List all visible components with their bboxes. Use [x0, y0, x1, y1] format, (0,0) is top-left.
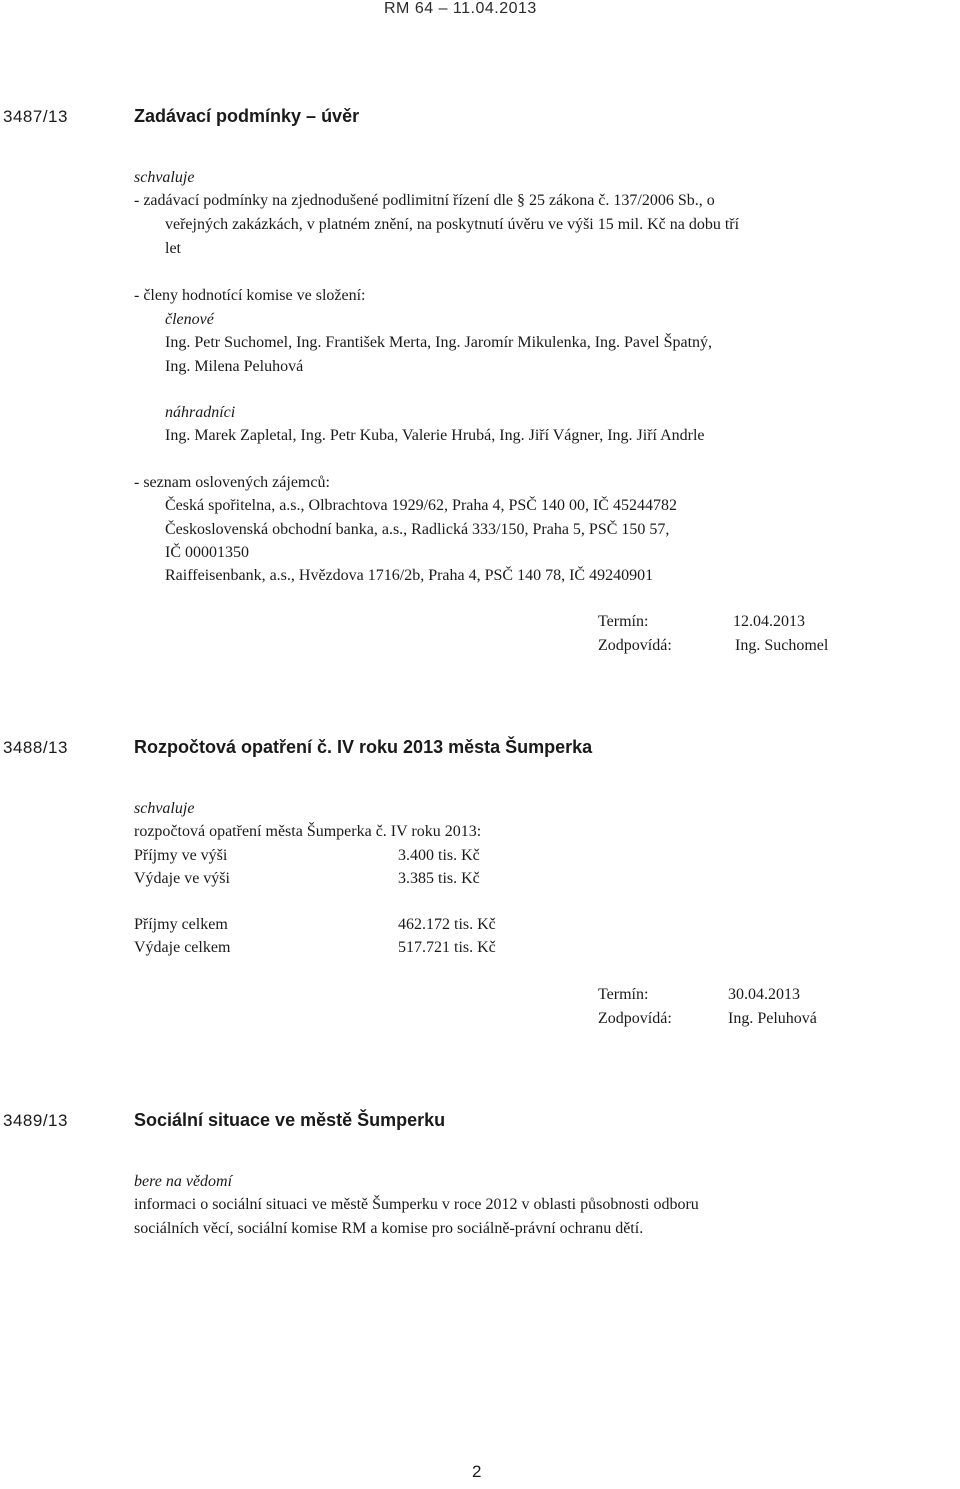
text-line: IČ 00001350 — [165, 544, 249, 561]
resolution-number: 3489/13 — [3, 1111, 68, 1130]
text-line: sociálních věcí, sociální komise RM a komise pro sociálně-právní ochranu dětí. — [134, 1220, 644, 1237]
text-line: Ing. Milena Peluhová — [165, 358, 304, 375]
term-label: Termín: — [598, 986, 649, 1003]
budget-value: 517.721 tis. Kč — [398, 939, 496, 956]
decision-verb: schvaluje — [134, 800, 195, 817]
resolution-title: Zadávací podmínky – úvěr — [134, 106, 360, 126]
term-label: Termín: — [598, 613, 649, 630]
text-line: Raiffeisenbank, a.s., Hvězdova 1716/2b, Praha 4, PSČ 140 78, IČ 49240901 — [165, 567, 654, 584]
text-line: rozpočtová opatření města Šumperka č. IV roku 2013: — [134, 823, 482, 840]
text-line: - zadávací podmínky na zjednodušené podlimitní řízení dle § 25 zákona č. 137/2006 Sb., o — [134, 192, 715, 209]
budget-value: 3.385 tis. Kč — [398, 870, 480, 887]
responsible-value: Ing. Peluhová — [728, 1010, 817, 1027]
list-intro: - seznam oslovených zájemců: — [134, 474, 330, 491]
text-line: Ing. Petr Suchomel, Ing. František Merta, Ing. Jaromír Mikulenka, Ing. Pavel Špatný, — [165, 334, 713, 351]
text-line: Ing. Marek Zapletal, Ing. Petr Kuba, Valerie Hrubá, Ing. Jiří Vágner, Ing. Jiří Andrle — [165, 427, 705, 444]
budget-value: 462.172 tis. Kč — [398, 916, 496, 933]
text-line: informaci o sociální situaci ve městě Šumperku v roce 2012 v oblasti působnosti odboru — [134, 1196, 699, 1213]
text-line: Československá obchodní banka, a.s., Radlická 333/150, Praha 5, PSČ 150 57, — [165, 521, 670, 538]
budget-label: Výdaje celkem — [134, 939, 231, 956]
term-value: 12.04.2013 — [733, 613, 805, 630]
budget-label: Příjmy ve výši — [134, 847, 228, 864]
page-number: 2 — [472, 1462, 482, 1481]
responsible-value: Ing. Suchomel — [735, 637, 829, 654]
resolution-title: Rozpočtová opatření č. IV roku 2013 města Šumperka — [134, 737, 593, 757]
text-line: Česká spořitelna, a.s., Olbrachtova 1929/62, Praha 4, PSČ 140 00, IČ 45244782 — [165, 497, 677, 514]
budget-label: Výdaje ve výši — [134, 870, 230, 887]
resolution-title: Sociální situace ve městě Šumperku — [134, 1110, 446, 1130]
resolution-number: 3487/13 — [3, 107, 68, 126]
text-line: let — [165, 240, 181, 257]
list-intro: - členy hodnotící komise ve složení: — [134, 287, 366, 304]
sub-heading: členové — [165, 311, 214, 328]
page-header: RM 64 – 11.04.2013 — [384, 0, 537, 17]
budget-value: 3.400 tis. Kč — [398, 847, 480, 864]
decision-verb: bere na vědomí — [134, 1173, 233, 1190]
sub-heading: náhradníci — [165, 404, 236, 421]
resolution-number: 3488/13 — [3, 738, 68, 757]
budget-label: Příjmy celkem — [134, 916, 228, 933]
responsible-label: Zodpovídá: — [598, 637, 672, 654]
decision-verb: schvaluje — [134, 169, 195, 186]
responsible-label: Zodpovídá: — [598, 1010, 672, 1027]
text-line: veřejných zakázkách, v platném znění, na poskytnutí úvěru ve výši 15 mil. Kč na dobu tří — [165, 216, 740, 233]
term-value: 30.04.2013 — [728, 986, 800, 1003]
